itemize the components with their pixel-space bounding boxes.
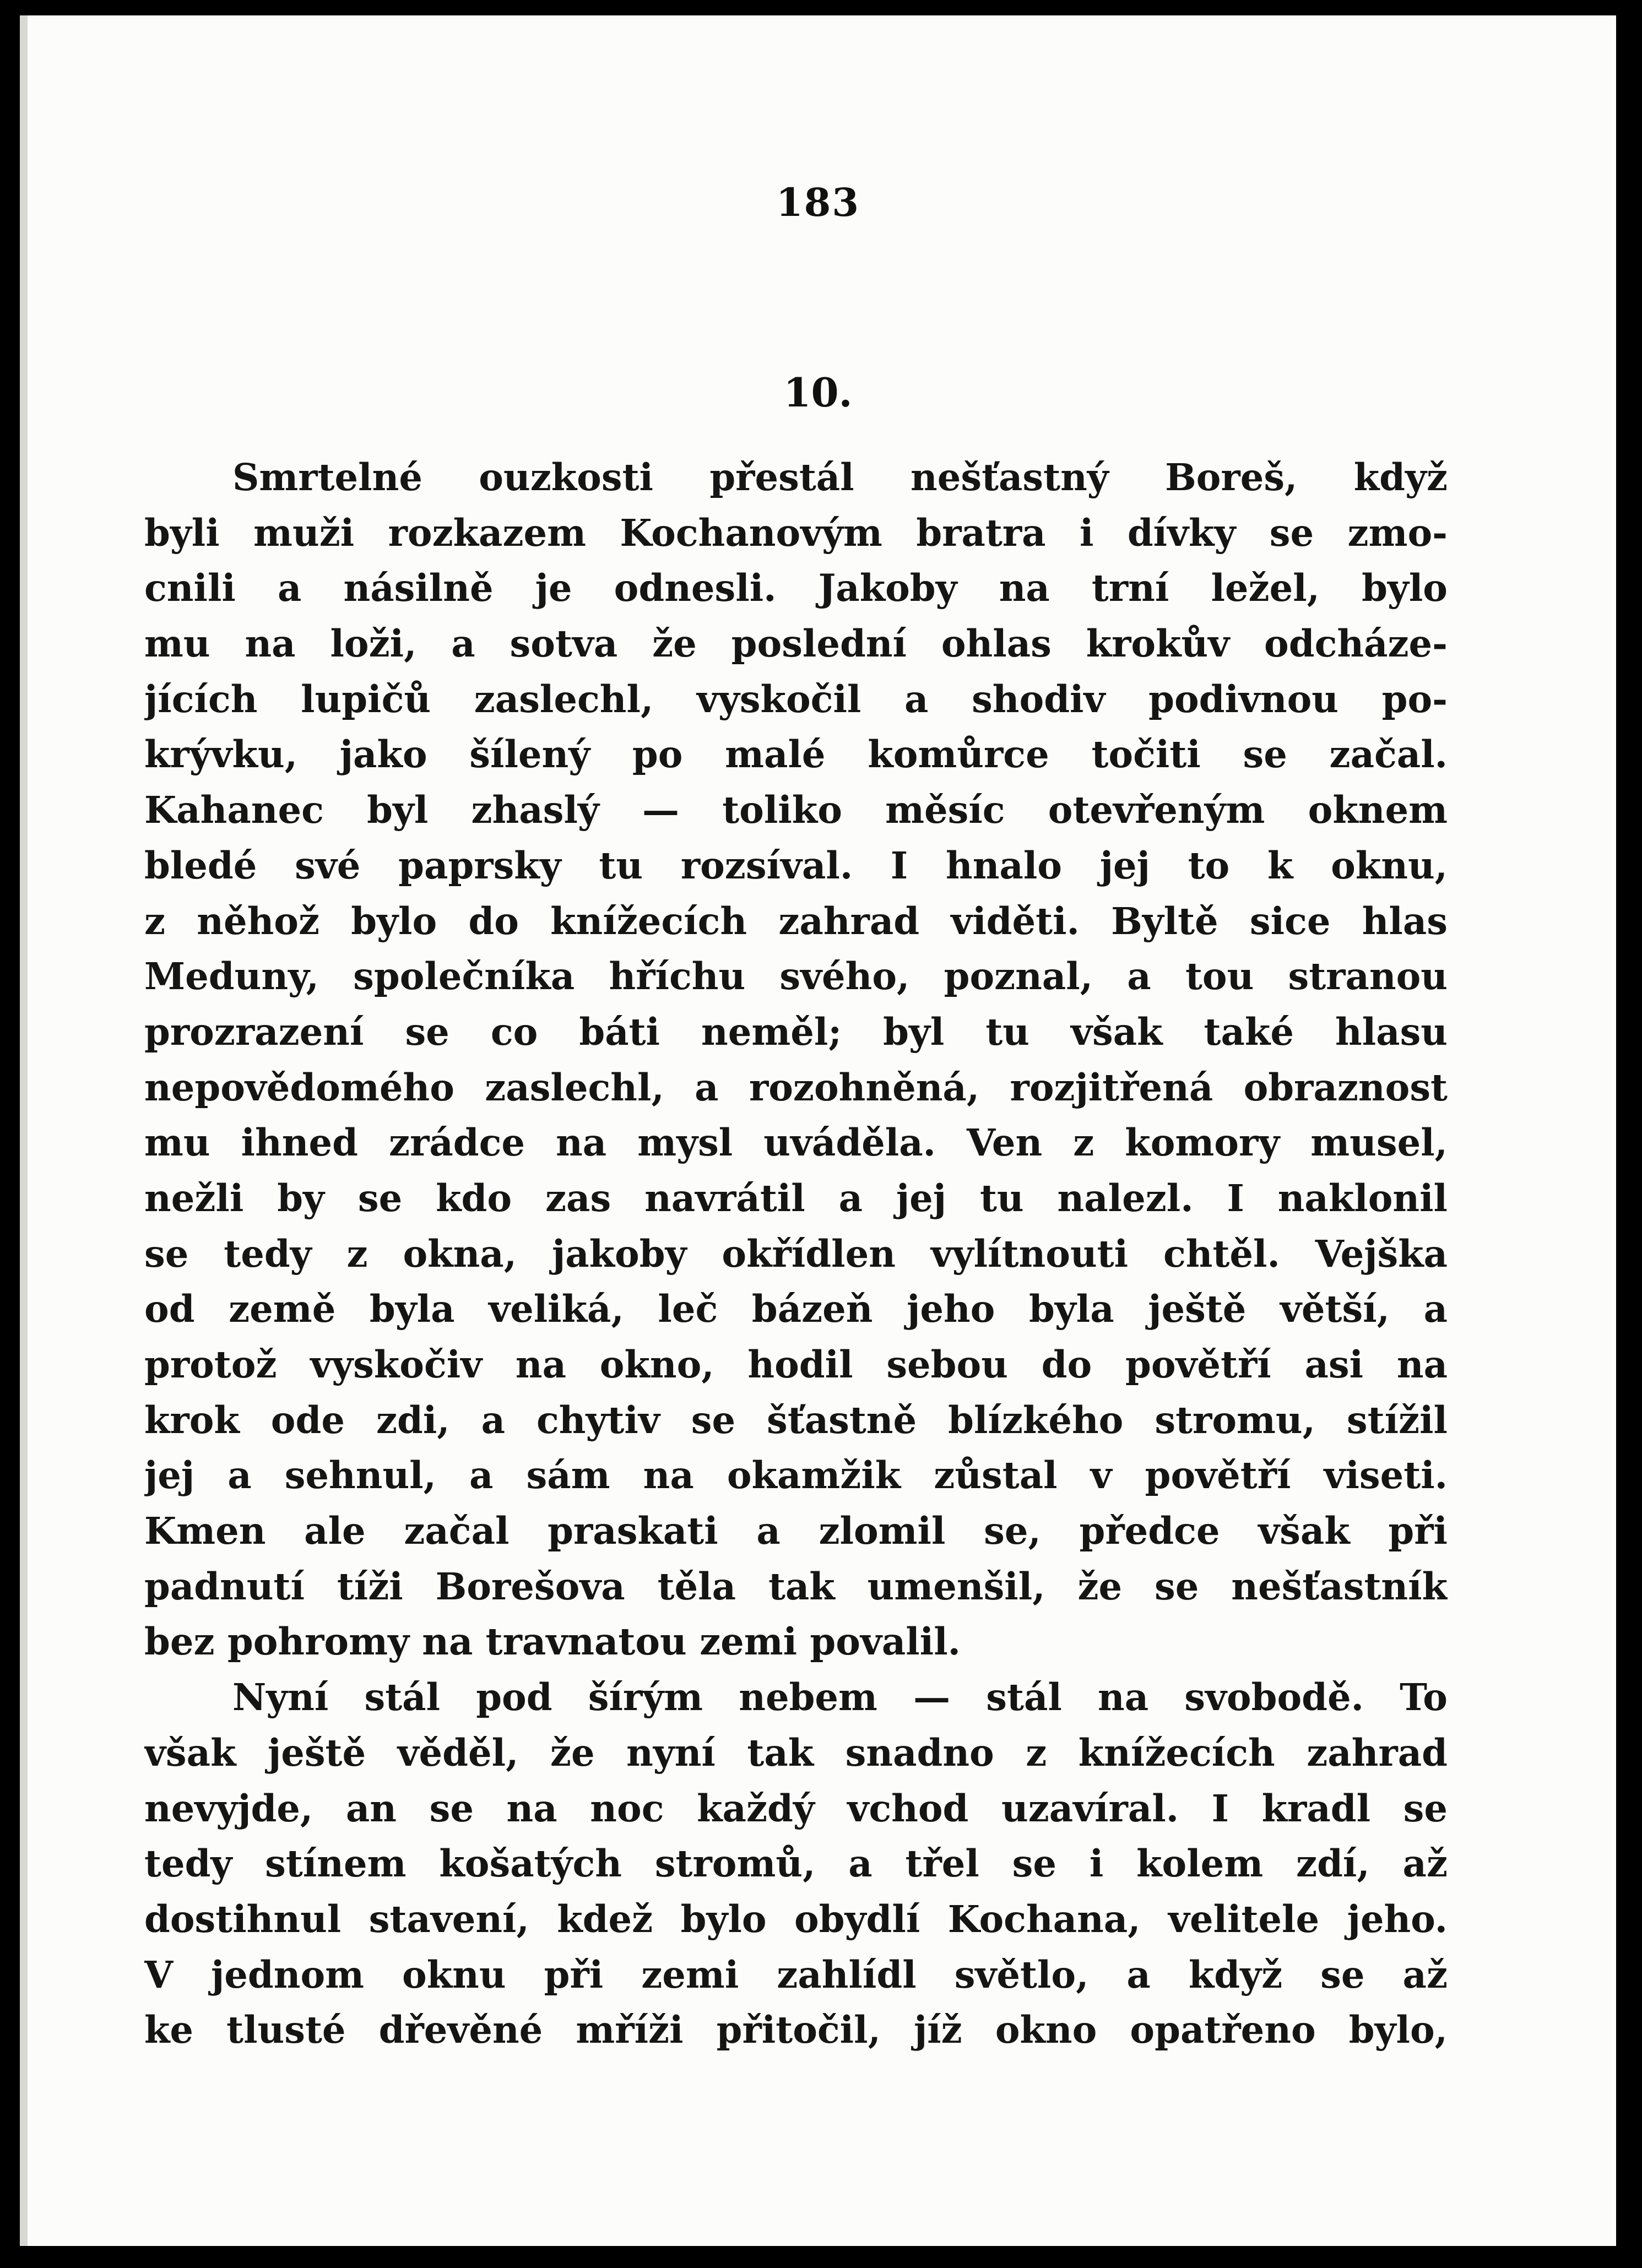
text-line: mu ihned zrádce na mysl uváděla. Ven z komory musel, bbox=[144, 1121, 1448, 1165]
text-line: padnutí tíži Borešova těla tak umenšil, že se nešťastník bbox=[144, 1564, 1448, 1608]
text-line: nežli by se kdo zas navrátil a jej tu nalezl. I naklonil bbox=[144, 1176, 1448, 1220]
text-line: však ještě věděl, že nyní tak snadno z knížecích zahrad bbox=[144, 1730, 1448, 1775]
text-line: byli muži rozkazem Kochanovým bratra i dívky se zmo- bbox=[144, 511, 1448, 555]
text-line: prozrazení se co báti neměl; byl tu však také hlasu bbox=[144, 1010, 1448, 1054]
text-line: Nyní stál pod šírým nebem — stál na svobodě. To bbox=[232, 1675, 1448, 1719]
text-line: bledé své paprsky tu rozsíval. I hnalo jej to k oknu, bbox=[144, 843, 1448, 887]
text-line: Smrtelné ouzkosti přestál nešťastný Boreš, když bbox=[232, 455, 1448, 499]
text-line: Kmen ale začal praskati a zlomil se, předce však při bbox=[144, 1509, 1448, 1553]
body-text bbox=[144, 450, 1448, 2058]
text-line: tedy stínem košatých stromů, a třel se i kolem zdí, až bbox=[144, 1842, 1448, 1886]
chapter-number: 10. bbox=[783, 369, 853, 416]
text-line: krok ode zdi, a chytiv se šťastně blízkého stromu, stížil bbox=[144, 1398, 1448, 1442]
text-line: z něhož bylo do knížecích zahrad viděti. Byltě sice hlas bbox=[144, 899, 1448, 943]
text-line: jej a sehnul, a sám na okamžik zůstal v povětří viseti. bbox=[144, 1453, 1448, 1497]
text-line: Kahanec byl zhaslý — toliko měsíc otevřeným oknem bbox=[144, 788, 1448, 832]
book-page bbox=[20, 15, 1616, 2246]
text-line: od země byla veliká, leč bázeň jeho byla ještě větší, a bbox=[144, 1287, 1448, 1331]
text-line: mu na loži, a sotva že poslední ohlas krokův odcháze- bbox=[144, 622, 1448, 666]
text-line: nevyjde, an se na noc každý vchod uzavíral. I kradl se bbox=[144, 1786, 1448, 1830]
text-line: jících lupičů zaslechl, vyskočil a shodiv podivnou po- bbox=[144, 677, 1448, 721]
page-number: 183 bbox=[776, 180, 860, 225]
text-line: nepovědomého zaslechl, a rozohněná, rozjitřená obraznost bbox=[144, 1065, 1448, 1109]
page-edge-rule bbox=[20, 15, 28, 2246]
text-line: bez pohromy na travnatou zemi povalil. bbox=[144, 1620, 961, 1664]
text-line: krývku, jako šílený po malé komůrce točiti se začal. bbox=[144, 733, 1448, 777]
text-line: cnili a násilně je odnesli. Jakoby na trní ležel, bylo bbox=[144, 566, 1448, 610]
text-line: se tedy z okna, jakoby okřídlen vylítnouti chtěl. Vejška bbox=[144, 1231, 1448, 1276]
text-line: protož vyskočiv na okno, hodil sebou do povětří asi na bbox=[144, 1343, 1448, 1386]
text-line: ke tlusté dřevěné mříži přitočil, jíž okno opatřeno bylo, bbox=[144, 2008, 1448, 2052]
text-line: Meduny, společníka hříchu svého, poznal, a tou stranou bbox=[144, 954, 1448, 999]
text-line: V jednom oknu při zemi zahlídl světlo, a když se až bbox=[144, 1952, 1448, 1996]
text-line: dostihnul stavení, kdež bylo obydlí Kochana, velitele jeho. bbox=[144, 1897, 1448, 1941]
